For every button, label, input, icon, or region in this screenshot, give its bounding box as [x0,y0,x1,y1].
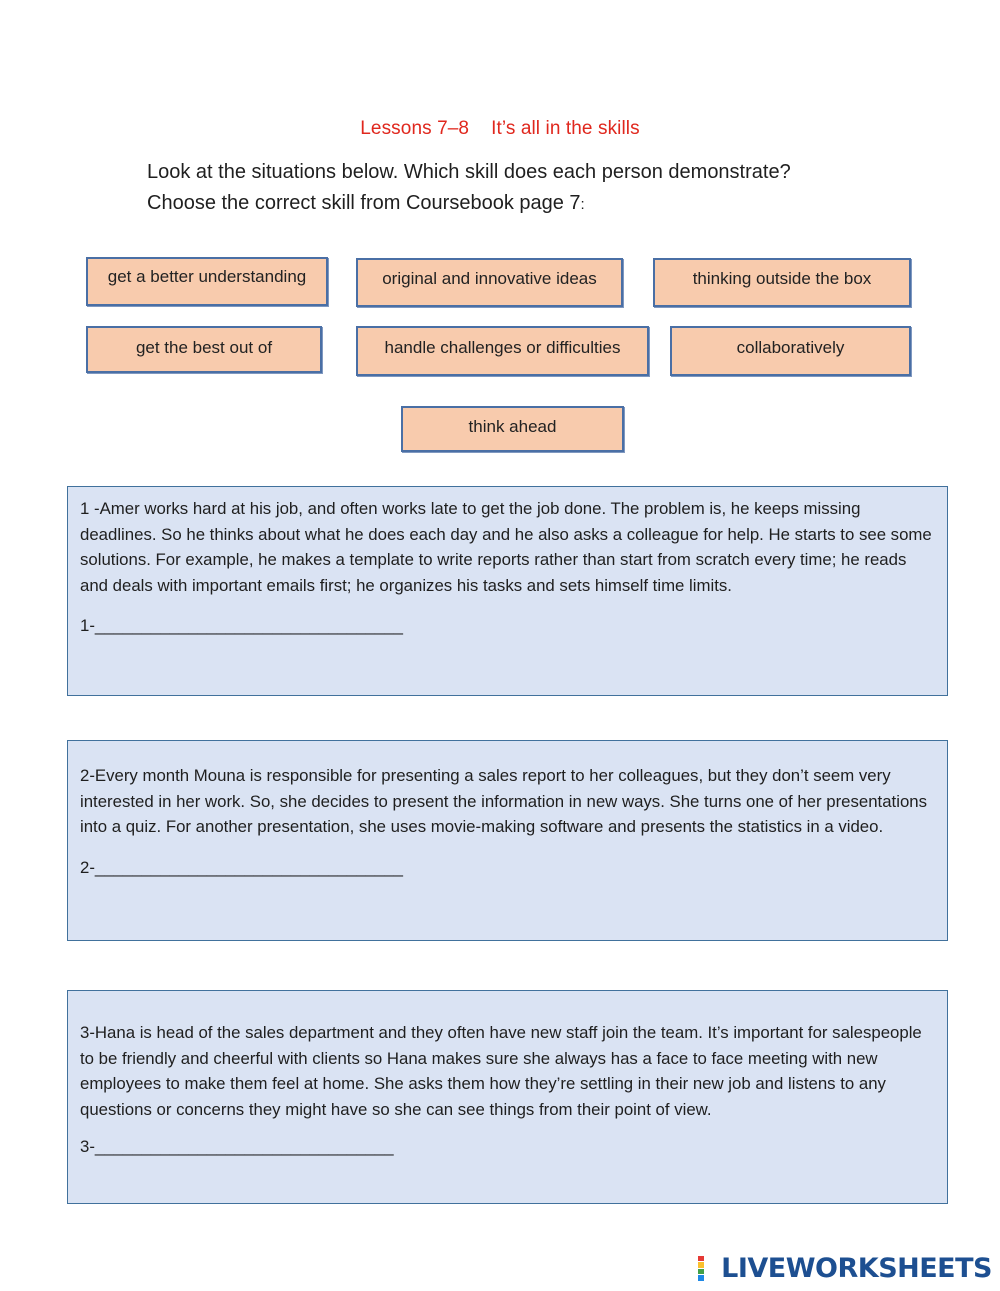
brand-name: LIVEWORKSHEETS [721,1252,992,1284]
brand-icon [697,1255,719,1281]
page-title [0,118,1000,140]
situation-card-3 [67,990,948,1204]
lessons-label: Lessons 7–8 [360,118,470,139]
instruction-line-2-text: Choose the correct skill from Coursebook page 7 [147,192,581,214]
instruction-line-1: Look at the situations below. Which skill does each person demonstrate? [147,161,791,183]
word-chip[interactable]: get the best out of [86,326,322,373]
answer-blank-3[interactable]: 3-________________________________ [80,1137,394,1157]
situation-text: 3-Hana is head of the sales department and they often have new staff join the team. It’s important for salespeople to be friendly and cheerful with clients so Hana makes sure she always has a face to face meeting with new employees to make them feel at home. She asks them how they’re settling in their new job and listens to any questions or concerns they might have so she can see things from their point of view. [80,1023,922,1119]
instruction-line-2 [147,192,585,215]
answer-blank-1[interactable]: 1-_________________________________ [80,616,403,636]
situation-card-2 [67,740,948,941]
situation-text: 2-Every month Mouna is responsible for presenting a sales report to her colleagues, but they don’t seem very interested in her work. So, she decides to present the information in new ways. She turns one of her presentations into a quiz. For another presentation, she uses movie-making software and presents the statistics in a video. [80,766,927,837]
answer-blank-2[interactable]: 2-_________________________________ [80,857,403,877]
word-chip[interactable]: collaboratively [670,326,911,376]
word-chip[interactable]: handle challenges or difficulties [356,326,649,376]
word-chip[interactable]: get a better understanding [86,257,328,306]
lesson-title: It’s all in the skills [491,118,640,139]
word-chip[interactable]: think ahead [401,406,624,452]
situation-text: 1 -Amer works hard at his job, and often works late to get the job done. The problem is, he keeps missing deadlines. So he thinks about what he does each day and he also asks a colleague for help. He starts to see some solutions. For example, he makes a template to write reports rather than start from scratch every time; he reads and deals with important emails first; he organizes his tasks and sets himself time limits. [80,499,932,595]
situation-card-1 [67,486,948,696]
word-chip[interactable]: original and innovative ideas [356,258,623,307]
instruction-colon: : [580,196,585,213]
word-chip[interactable]: thinking outside the box [653,258,911,307]
liveworksheets-logo [697,1253,992,1283]
